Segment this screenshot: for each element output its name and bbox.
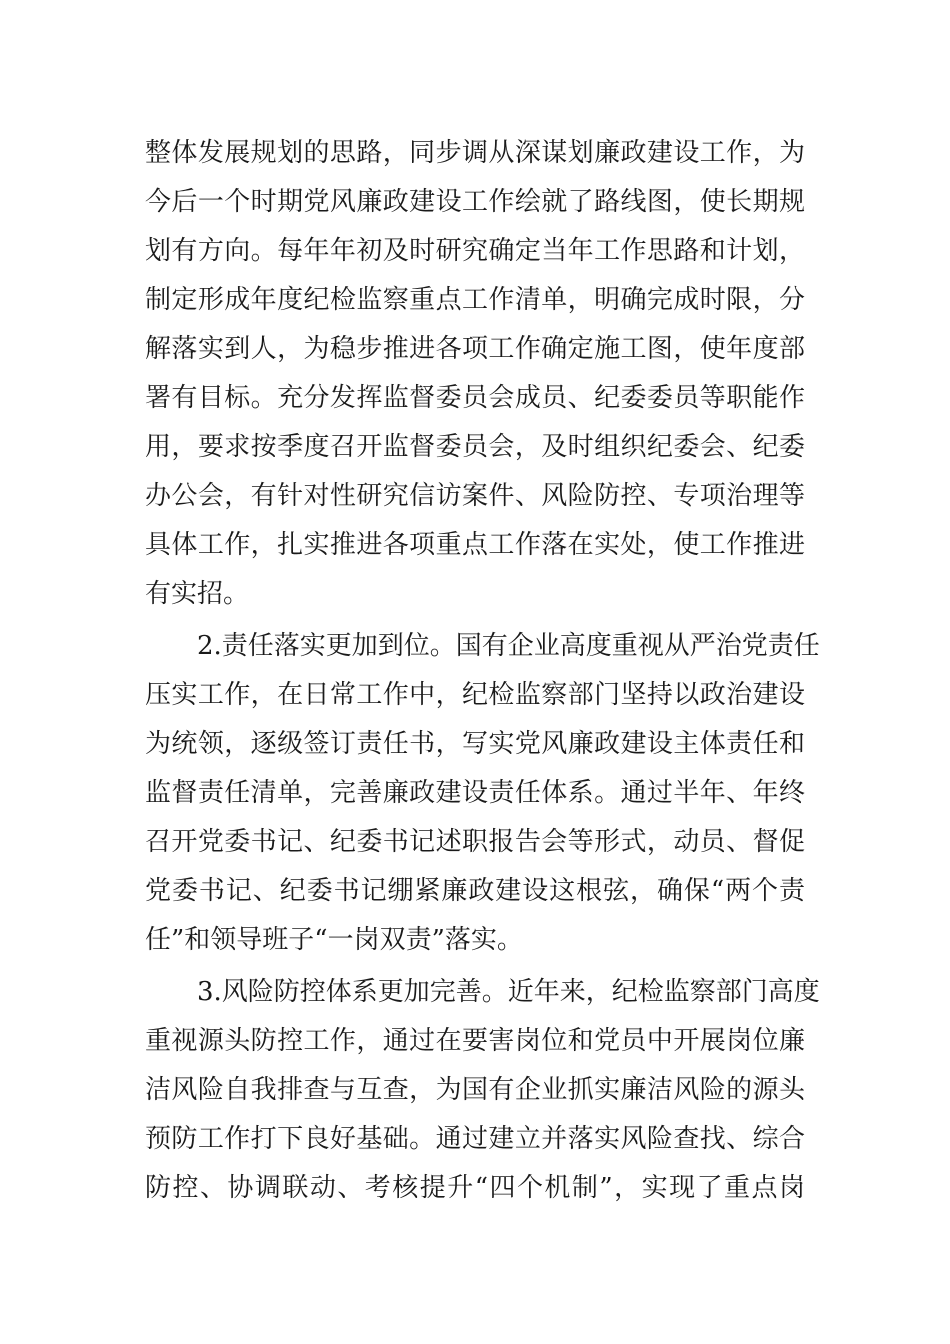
text-line: 划有方向。每年年初及时研究确定当年工作思路和计划，	[145, 236, 805, 266]
text-line: 召开党委书记、纪委书记述职报告会等形式，动员、督促	[145, 827, 805, 857]
text-line: 压实工作，在日常工作中，纪检监察部门坚持以政治建设	[145, 680, 805, 710]
paragraph-3-first-line: 3.风险防控体系更加完善。近年来，纪检监察部门高度	[197, 977, 820, 1007]
text-line: 党委书记、纪委书记绷紧廉政建设这根弦，确保“两个责	[145, 876, 805, 906]
text-line: 整体发展规划的思路，同步调从深谋划廉政建设工作，为	[145, 138, 805, 168]
text-line: 防控、协调联动、考核提升“四个机制”，实现了重点岗	[145, 1173, 805, 1203]
text-line: 预防工作打下良好基础。通过建立并落实风险查找、综合	[145, 1124, 805, 1154]
text-line: 洁风险自我排查与互查，为国有企业抓实廉洁风险的源头	[145, 1075, 805, 1105]
text-line: 用，要求按季度召开监督委员会，及时组织纪委会、纪委	[145, 432, 805, 462]
text-line: 署有目标。充分发挥监督委员会成员、纪委委员等职能作	[145, 383, 805, 413]
text-line: 监督责任清单，完善廉政建设责任体系。通过半年、年终	[145, 778, 805, 808]
text-line: 今后一个时期党风廉政建设工作绘就了路线图，使长期规	[145, 187, 805, 217]
text-line: 办公会，有针对性研究信访案件、风险防控、专项治理等	[145, 481, 805, 511]
text-line: 为统领，逐级签订责任书，写实党风廉政建设主体责任和	[145, 729, 805, 759]
paragraph-2-first-line: 2.责任落实更加到位。国有企业高度重视从严治党责任	[197, 631, 820, 661]
text-line: 制定形成年度纪检监察重点工作清单，明确完成时限，分	[145, 285, 805, 315]
text-line: 任”和领导班子“一岗双责”落实。	[145, 925, 523, 955]
text-line: 具体工作，扎实推进各项重点工作落在实处，使工作推进	[145, 530, 805, 560]
text-line: 重视源头防控工作，通过在要害岗位和党员中开展岗位廉	[145, 1026, 805, 1056]
text-line: 有实招。	[145, 579, 250, 609]
text-line: 解落实到人，为稳步推进各项工作确定施工图，使年度部	[145, 334, 805, 364]
